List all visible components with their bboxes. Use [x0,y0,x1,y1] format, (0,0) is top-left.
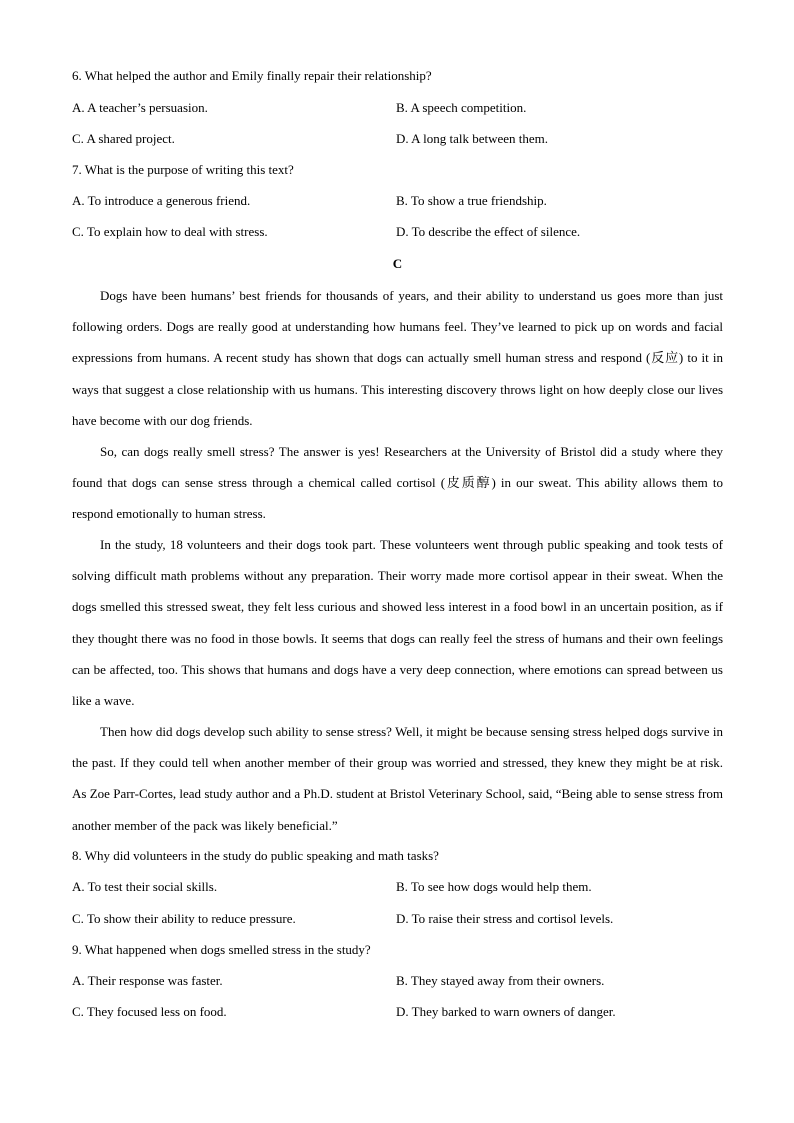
question-6-option-a: A. A teacher’s persuasion. [72,100,208,115]
question-9-option-c: C. They focused less on food. [72,1004,227,1019]
question-9-stem: 9. What happened when dogs smelled stress in the study? [72,942,371,957]
question-8-option-d: D. To raise their stress and cortisol levels. [396,911,614,926]
question-6-stem: 6. What helped the author and Emily finally repair their relationship? [72,68,432,83]
question-7-option-a: A. To introduce a generous friend. [72,193,251,208]
question-7-stem: 7. What is the purpose of writing this text? [72,162,294,177]
question-6-option-d: D. A long talk between them. [396,131,549,146]
question-7-option-b: B. To show a true friendship. [396,193,547,208]
question-9-option-d: D. They barked to warn owners of danger. [396,1004,616,1019]
question-6-option-c: C. A shared project. [72,131,175,146]
question-8-option-c: C. To show their ability to reduce pressure. [72,911,296,926]
question-7-option-c: C. To explain how to deal with stress. [72,224,268,239]
question-6-option-b: B. A speech competition. [396,100,527,115]
question-7-option-d: D. To describe the effect of silence. [396,224,581,239]
question-8-option-a: A. To test their social skills. [72,879,218,894]
question-8-option-b: B. To see how dogs would help them. [396,879,592,894]
question-9-option-b: B. They stayed away from their owners. [396,973,605,988]
question-8-stem: 8. Why did volunteers in the study do public speaking and math tasks? [72,848,439,863]
section-heading: C [392,256,403,271]
passage-paragraph-4: Then how did dogs develop such ability to sense stress? Well, it might be because sensing stress helped dogs survive in the past. If they could tell when another member of their group was worried and stressed, they knew they might be at risk. As Zoe Parr-Cortes, lead study author and a Ph.D. student at Bristol Veterinary School, said, “Being able to sense stress from another member of the pack was likely beneficial.” [72,724,723,833]
passage-paragraph-2: So, can dogs really smell stress? The answer is yes! Researchers at the University of Bristol did a study where they found that dogs can sense stress through a chemical called cortisol (皮质醇) in our sweat. This ability allows them to respond emotionally to human stress. [72,444,723,522]
passage-paragraph-3: In the study, 18 volunteers and their dogs took part. These volunteers went through public speaking and took tests of solving difficult math problems without any preparation. Their worry made more cortisol appear in their sweat. When the dogs smelled this stressed sweat, they felt less curious and showed less interest in a food bowl in an uncertain position, as if they thought there was no food in those bowls. It seems that dogs can really feel the stress of humans and their own feelings can be affected, too. This shows that humans and dogs have a very deep connection, where emotions can spread between us like a wave. [72,537,723,709]
passage-paragraph-1: Dogs have been humans’ best friends for thousands of years, and their ability to understand us goes more than just following orders. Dogs are really good at understanding how humans feel. They’ve learned to pick up on words and facial expressions from humans. A recent study has shown that dogs can actually smell human stress and respond (反应) to it in ways that suggest a close relationship with us humans. This interesting discovery throws light on how deeply close our lives have become with our dog friends. [72,288,723,428]
question-9-option-a: A. Their response was faster. [72,973,223,988]
